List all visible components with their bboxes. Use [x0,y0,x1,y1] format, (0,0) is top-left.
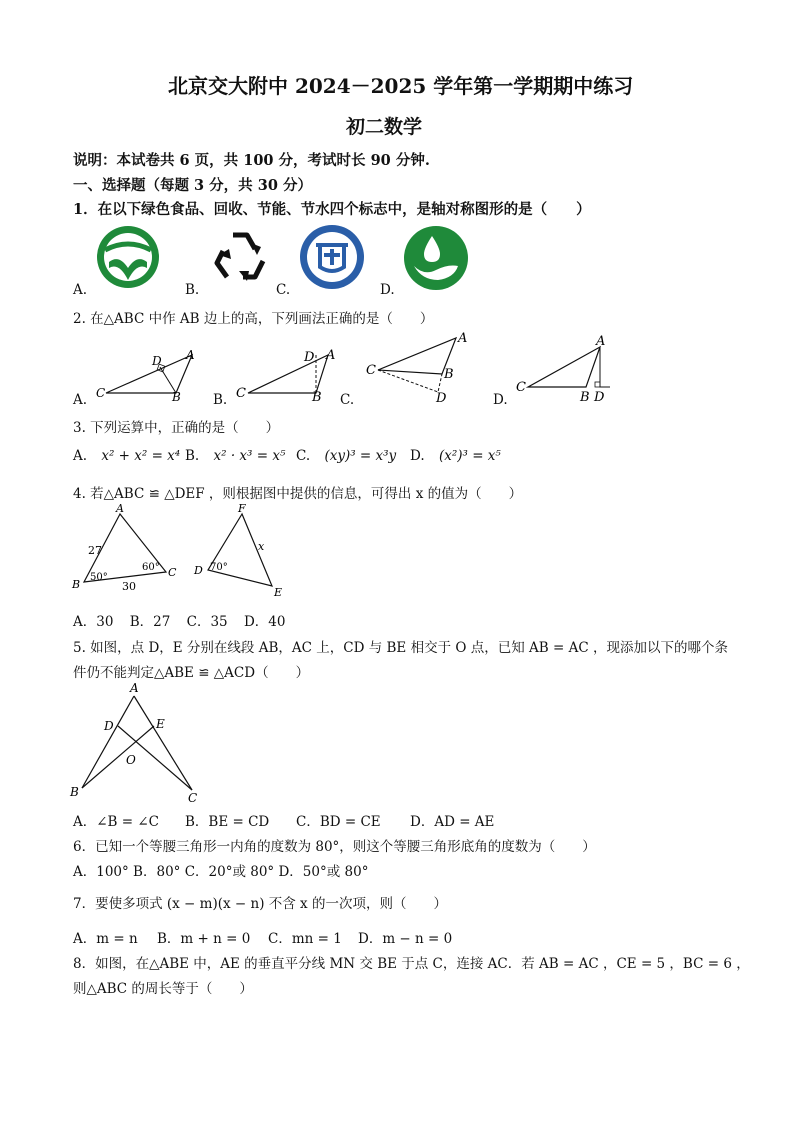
q1-option-d[interactable]: D. [380,282,395,298]
angle-c: 60° [142,562,160,573]
instructions: 说明：本试卷共 6 页，共 100 分，考试时长 90 分钟. [73,152,430,169]
point-label-b: B [444,367,454,382]
point-label-d: D [436,391,447,405]
point-label-d: D [152,354,162,368]
water-saving-logo-icon [402,224,470,292]
label-a: A [116,502,124,515]
point-label-c: C [236,386,246,401]
q7-option-b[interactable]: B．m + n = 0 [157,931,251,947]
q2-option-a[interactable]: A. [73,392,88,408]
q6-options[interactable]: A．100° B．80° C．20°或 80° D．50°或 80° [73,864,369,880]
q2-option-b[interactable]: B. [213,392,228,408]
q3-option-b[interactable] [185,448,285,464]
label-c: C [188,791,198,804]
question-7-stem: 7．要使多项式 (x − m)(x − n) 不含 x 的一次项，则（ ） [73,896,447,912]
q2-option-c[interactable]: C. [340,392,355,408]
point-label-d: D [594,390,605,405]
q2-figure-c [364,330,474,405]
angle-d: 70° [210,562,228,573]
point-label-d: D [304,350,315,365]
q5-figure [68,682,208,804]
point-label-a: A [596,335,606,349]
energy-saving-logo-icon [298,223,366,291]
q2-figure-b [236,345,340,401]
q4-figure [70,502,290,602]
recycle-logo-icon [207,225,273,291]
option-letter: A. [73,448,88,464]
point-label-a: A [326,348,336,363]
point-label-b: B [312,390,322,401]
angle-b: 50° [90,572,108,583]
point-label-a: A [458,331,468,346]
q3-option-a[interactable] [73,448,180,464]
question-8-stem-line2: 则△ABC 的周长等于（ ） [73,981,253,997]
page-subtitle: 初二数学 [346,116,423,138]
question-5-stem-line1: 5. 如图，点 D，E 分别在线段 AB，AC 上，CD 与 BE 相交于 O 点，已知 AB = AC ，现添加以下的哪个条 [73,640,728,656]
q4-option-d[interactable]: D．40 [243,614,286,630]
q2-figure-d [516,335,620,405]
label-b: B [70,785,79,799]
q7-option-a[interactable]: A．m = n [73,931,138,947]
option-letter: C. [296,448,311,464]
label-f: F [238,502,246,515]
q4-option-a[interactable]: A．30 [73,614,114,630]
side-bc-length: 30 [122,580,136,593]
question-3-stem: 3. 下列运算中，正确的是（ ） [73,420,280,436]
point-label-c: C [366,363,376,378]
q7-option-d[interactable]: D．m − n = 0 [358,931,453,947]
q2-option-d[interactable]: D. [493,392,508,408]
point-label-b: B [172,390,181,401]
question-8-stem-line1: 8．如图，在△ABE 中，AE 的垂直平分线 MN 交 BE 于点 C，连接 AC．若 AB = AC ，CE = 5 ，BC = 6 ， [73,956,750,972]
option-expression: x² + x² = x⁴ [101,448,181,464]
label-b: B [72,578,81,591]
question-6-stem: 6．已知一个等腰三角形一内角的度数为 80°，则这个等腰三角形底角的度数为（ ） [73,839,596,855]
question-4-stem: 4. 若△ABC ≌ △DEF ，则根据图中提供的信息，可得出 x 的值为（ ） [73,486,523,502]
page-title: 北京交大附中 2024－2025 学年第一学期期中练习 [168,74,634,98]
question-1-stem: 1．在以下绿色食品、回收、节能、节水四个标志中，是轴对称图形的是（ ） [73,201,591,218]
side-ab-length: 27 [88,544,102,557]
green-food-logo-icon [95,224,161,290]
q5-option-a[interactable]: A．∠B = ∠C [73,814,160,830]
side-x: x [258,540,265,553]
q4-option-b[interactable]: B．27 [129,614,171,630]
option-letter: D. [410,448,425,464]
label-c: C [168,566,177,579]
label-e: E [156,717,165,731]
q2-figure-a [96,345,200,401]
q5-option-c[interactable]: C．BD = CE [296,814,381,830]
q4-options [73,610,285,630]
q1-option-c[interactable]: C. [276,282,291,298]
question-5-stem-line2: 件仍不能判定△ABE ≌ △ACD（ ） [73,665,310,681]
point-label-c: C [516,380,526,395]
q5-option-b[interactable]: B．BE = CD [185,814,270,830]
point-label-a: A [186,348,195,362]
q5-option-d[interactable]: D．AD = AE [410,814,495,830]
q1-option-a[interactable]: A. [73,282,88,298]
label-a: A [130,682,139,695]
section-heading: 一、选择题（每题 3 分，共 30 分） [73,177,312,194]
option-letter: B. [185,448,200,464]
label-o: O [126,753,136,767]
q7-option-c[interactable]: C．mn = 1 [268,931,342,947]
point-label-b: B [580,390,590,405]
q1-option-b[interactable]: B. [185,282,200,298]
q3-option-d[interactable] [410,448,501,464]
option-expression: (xy)³ = x³y [324,448,397,464]
label-d: D [104,719,114,733]
point-label-c: C [96,386,106,400]
q4-option-c[interactable]: C．35 [186,614,228,630]
question-2-stem: 2. 在△ABC 中作 AB 边上的高，下列画法正确的是（ ） [73,311,434,327]
label-d: D [194,564,203,577]
option-expression: x² · x³ = x⁵ [213,448,286,464]
label-e: E [274,586,283,599]
option-expression: (x²)³ = x⁵ [438,448,501,464]
q3-option-c[interactable] [296,448,396,464]
